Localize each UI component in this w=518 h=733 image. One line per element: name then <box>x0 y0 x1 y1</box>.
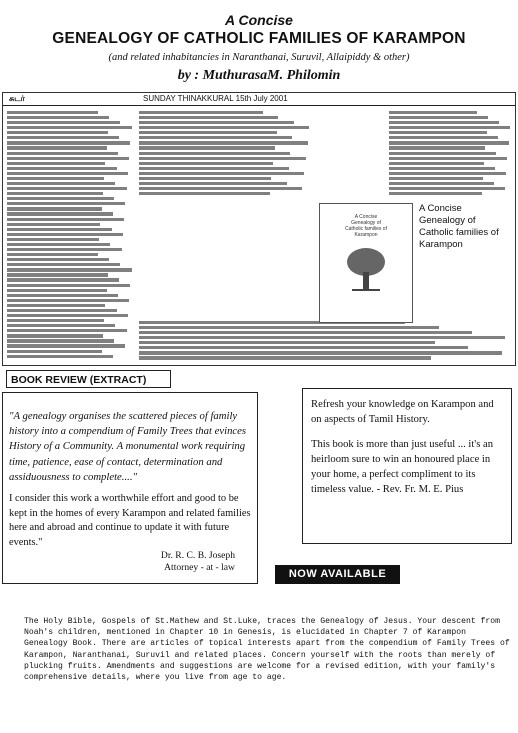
text-line <box>7 207 102 210</box>
text-line <box>139 167 289 170</box>
text-line <box>7 136 119 139</box>
text-line <box>7 152 118 155</box>
text-line <box>7 202 125 205</box>
text-line <box>7 121 120 124</box>
review-signature: Dr. R. C. B. Joseph <box>160 550 235 562</box>
text-line <box>389 162 484 165</box>
text-line <box>139 152 290 155</box>
text-line <box>7 339 114 342</box>
text-line <box>389 177 483 180</box>
text-line <box>7 309 117 312</box>
newspaper-clipping <box>2 92 516 366</box>
text-line <box>139 157 306 160</box>
text-line <box>7 212 113 215</box>
text-line <box>7 304 105 307</box>
promo-line-2: This book is more than just useful ... it's an heirloom sure to win an honoured place in your home, a perfect compliment to its timeless value. - Rev. Fr. M. E. Pius <box>311 439 493 495</box>
text-line <box>7 284 130 287</box>
text-line <box>139 356 431 359</box>
text-line <box>7 350 102 353</box>
text-line <box>7 238 99 241</box>
text-line <box>7 218 124 221</box>
clipping-masthead <box>3 93 515 106</box>
author-line: by : MuthurasaM. Philomin <box>177 68 341 83</box>
text-line <box>139 172 304 175</box>
clipping-column-2 <box>139 109 311 199</box>
now-available-banner: NOW AVAILABLE <box>275 565 400 584</box>
text-line <box>139 341 435 344</box>
text-line <box>7 131 108 134</box>
text-line <box>7 146 107 149</box>
cover-line: Catholic families of <box>345 226 387 232</box>
text-line <box>139 346 468 349</box>
text-line <box>139 336 505 339</box>
text-line <box>389 192 482 195</box>
clipping-book-caption: A Concise Genealogy of Catholic families of Karampon <box>419 203 499 250</box>
text-line <box>139 162 273 165</box>
text-line <box>7 228 112 231</box>
text-line <box>389 126 510 129</box>
text-line <box>389 157 507 160</box>
text-line <box>389 182 494 185</box>
text-line <box>139 351 502 354</box>
review-label: BOOK REVIEW (EXTRACT) <box>6 370 171 388</box>
text-line <box>7 314 128 317</box>
text-line <box>139 121 294 124</box>
text-line <box>389 141 509 144</box>
text-line <box>7 223 100 226</box>
text-line <box>139 146 275 149</box>
cover-line: Genealogy of <box>351 220 381 226</box>
text-line <box>7 187 127 190</box>
text-line <box>139 126 309 129</box>
text-line <box>7 294 118 297</box>
text-line <box>7 334 103 337</box>
document-subtitle: (and related inhabitancies in Naranthanai, Suruvil, Allaipiddy & other) <box>108 52 410 63</box>
text-line <box>7 355 113 358</box>
text-line <box>7 278 119 281</box>
clipping-column-1 <box>7 109 133 361</box>
text-line <box>7 324 115 327</box>
book-review <box>2 392 258 584</box>
text-line <box>389 116 488 119</box>
text-line <box>139 136 292 139</box>
text-line <box>7 258 109 261</box>
text-line <box>7 157 129 160</box>
text-line <box>7 197 114 200</box>
text-line <box>389 167 495 170</box>
text-line <box>389 172 506 175</box>
text-line <box>7 268 132 271</box>
title-prefix: A Concise <box>225 12 293 28</box>
text-line <box>7 299 129 302</box>
text-line <box>7 273 108 276</box>
text-line <box>7 177 104 180</box>
text-line <box>139 141 308 144</box>
text-line <box>389 131 487 134</box>
book-cover-image <box>319 203 413 323</box>
review-paragraph: I consider this work a worthwhile effort and good to be kept in the homes of every Karampon and related families here and abroad and continue to update it with future events." <box>9 493 251 548</box>
text-line <box>389 136 498 139</box>
cover-line: Karampon <box>354 232 378 238</box>
text-line <box>7 172 128 175</box>
text-line <box>389 121 499 124</box>
text-line <box>7 111 98 114</box>
text-line <box>139 331 472 334</box>
text-line <box>7 319 104 322</box>
masthead-tamil: சுடர் <box>9 94 25 103</box>
text-line <box>7 263 120 266</box>
text-line <box>139 111 263 114</box>
promo-box <box>302 388 512 544</box>
text-line <box>389 146 485 149</box>
text-line <box>7 253 98 256</box>
review-signature-title: Attorney - at - law <box>164 562 235 574</box>
text-line <box>139 187 302 190</box>
text-line <box>139 182 287 185</box>
text-line <box>7 233 123 236</box>
text-line <box>7 329 127 332</box>
text-line <box>7 116 109 119</box>
text-line <box>7 162 105 165</box>
text-line <box>389 111 477 114</box>
text-line <box>7 248 122 251</box>
bottom-paragraph: The Holy Bible, Gospels of St.Mathew and St.Luke, traces the Genealogy of Jesus. Your descent from Noah's children, mentioned in Chapter 10 in Genesis, is elucidated in Chapter 7 of Karampon Genealogy Book. There are articles of topical interests apart from the compendium of Family Trees of Karampon, Naranthanai, Suruvil and related places. Concern yourself with the roots than merely of plucking fruits. Amendments and suggestions are welcome for a revised edition, with your family's comprehensive details, where you live from age to age. <box>24 617 515 683</box>
text-line <box>389 187 505 190</box>
text-line <box>7 167 117 170</box>
clipping-column-3 <box>389 109 511 199</box>
text-line <box>139 177 271 180</box>
cover-line: A Concise <box>354 214 378 220</box>
text-line <box>7 243 110 246</box>
text-line <box>7 182 115 185</box>
tree-icon <box>344 244 388 294</box>
text-line <box>7 192 103 195</box>
clipping-column-2b <box>139 319 509 361</box>
text-line <box>7 141 130 144</box>
text-line <box>139 131 277 134</box>
text-line <box>7 289 107 292</box>
document-title: GENEALOGY OF CATHOLIC FAMILIES OF KARAMPON <box>52 30 466 47</box>
text-line <box>7 126 132 129</box>
clipping-banner: SUNDAY THINAKKURAL 15th July 2001 <box>143 94 288 103</box>
review-quote: "A genealogy organises the scattered pieces of family history into a compendium of Family Trees that evinces History of a Community. A monumental work requiring time, patience, ease of contact, determination and assiduousness to complete...." <box>9 410 247 483</box>
promo-line-1: Refresh your knowledge on Karampon and on aspects of Tamil History. <box>311 399 494 425</box>
text-line <box>389 152 496 155</box>
text-line <box>139 116 278 119</box>
text-line <box>139 326 439 329</box>
text-line <box>7 344 125 347</box>
text-line <box>139 192 270 195</box>
